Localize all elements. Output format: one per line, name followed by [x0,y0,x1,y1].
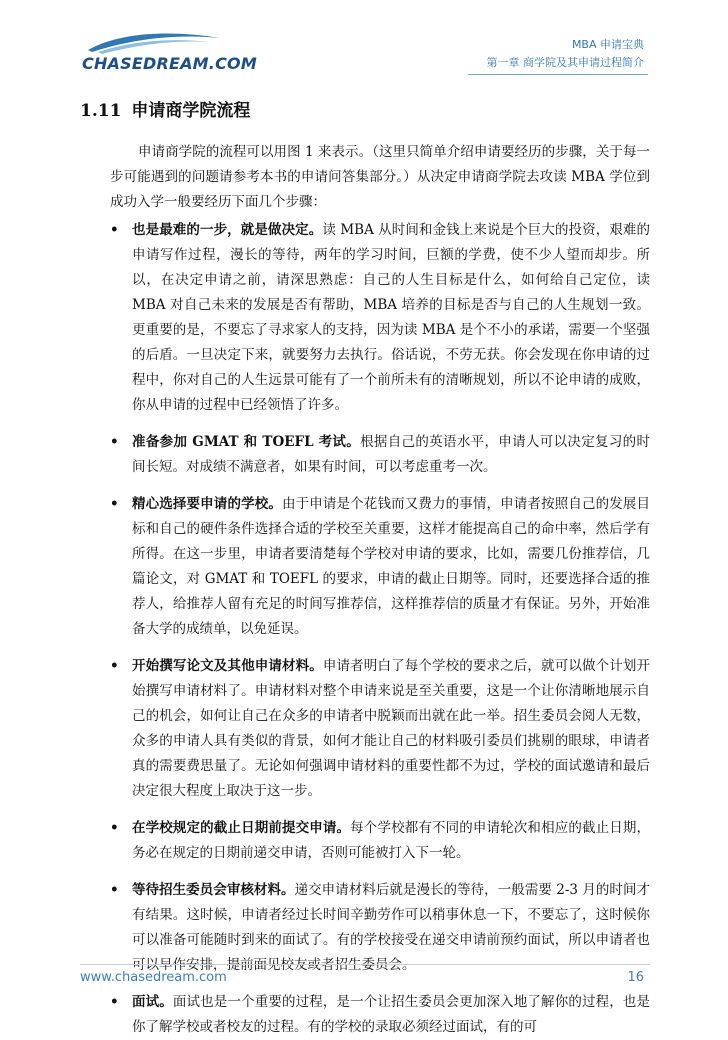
step-lead: 准备参加 GMAT 和 TOEFL 考试。 [132,434,361,450]
book-title: MBA 申请宝典 [571,38,644,51]
step-text: 申请者明白了每个学校的要求之后，就可以做个计划开始撰写申请材料了。申请材料对整个申请来说是至关重要，这是一个让你清晰地展示自己的机会，如何让自己在众多的申请者中脱颖而出就在此一举。招生委员会阅人无数，众多的申请人具有类似的背景，如何才能让自己的材料吸引委员们挑剔的眼球，申请者真的需要费思量了。无论如何强调申请材料的重要性都不为过，学校的面试邀请和最后决定很大程度上取决于这一步。 [132,658,651,799]
list-item [110,816,650,866]
footer-site-link[interactable]: www.chasedream.com [80,970,227,985]
step-lead: 面试。 [132,994,173,1010]
step-text: 读 MBA 从时间和金钱上来说是个巨大的投资，艰难的申请写作过程，漫长的等待，两年的学习时间，巨额的学费，使不少人望而却步。所以，在决定申请之前，请深思熟虑：自己的人生目标是什么，如何给自己定位，读 MBA 对自己未来的发展是否有帮助，MBA 培养的目标是否与自己的人生规划一致。更重要的是，不要忘了寻求家人的支持，因为读 MBA 是个不小的承诺，需要一个坚强的后盾。一旦决定下来，就要努力去执行。俗话说，不劳无获。你会发现在你申请的过程中，你对自己的人生远景可能有了一个前所未有的清晰规划，所以不论申请的成败，你从申请的过程中已经领悟了许多。 [132,222,651,413]
list-item [110,654,650,804]
list-item [110,430,650,480]
page-header [0,0,728,80]
step-lead: 开始撰写论文及其他申请材料。 [132,658,323,674]
bullet-icon: • [110,882,119,898]
section-number: 1.11 [80,101,122,121]
bullet-icon: • [110,434,119,450]
section-title-text: 申请商学院流程 [131,101,251,121]
step-lead: 在学校规定的截止日期前提交申请。 [132,820,351,836]
step-lead: 等待招生委员会审核材料。 [132,882,295,898]
header-divider [468,74,648,75]
section-heading [80,96,250,121]
header-titles [487,36,645,72]
list-item [110,492,650,642]
list-item [110,218,650,418]
step-lead: 精心选择要申请的学校。 [132,496,282,512]
intro-paragraph [110,140,650,215]
bullet-icon: • [110,496,119,512]
chapter-title: 第一章 商学院及其申请过程简介 [486,56,644,69]
logo-text: CHASEDREAM.COM [82,54,257,73]
bullet-icon: • [110,222,119,238]
steps-list [110,218,650,1040]
bullet-icon: • [110,820,119,836]
footer-divider [80,964,650,965]
intro-text: 申请商学院的流程可以用图 1 来表示。（这里只简单介绍申请要经历的步骤，关于每一步可能遇到的问题请参考本书的申请问答集部分。）从决定申请商学院去攻读 MBA 学位到成功入学一般要经历下面几个步骤： [110,144,650,210]
bullet-icon: • [110,658,119,674]
step-text: 面试也是一个重要的过程，是一个让招生委员会更加深入地了解你的过程，也是你了解学校或者校友的过程。有的学校的录取必须经过面试，有的可 [132,994,650,1035]
step-text: 由于申请是个花钱而又费力的事情，申请者按照自己的发展目标和自己的硬件条件选择合适的学校至关重要，这样才能提高自己的命中率，然后学有所得。在这一步里，申请者要清楚每个学校对申请的要求，比如，需要几份推荐信，几篇论文，对 GMAT 和 TOEFL 的要求，申请的截止日期等。同时，还要选择合适的推荐人，给推荐人留有充足的时间写推荐信，这样推荐信的质量才有保证。另外，开始准备大学的成绩单，以免延误。 [132,496,651,637]
step-text: 每个学校都有不同的申请轮次和相应的截止日期，务必在规定的日期前递交申请，否则可能被打入下一轮。 [132,820,651,861]
chasedream-logo [80,28,257,74]
list-item [110,878,650,978]
step-text: 递交申请材料后就是漫长的等待，一般需要 2-3 月的时间才有结果。这时候，申请者经过长时间辛勤劳作可以稍事休息一下，不要忘了，这时候你可以准备可能随时到来的面试了。有的学校接受在递交申请前预约面试，所以申请者也可以早作安排，提前面见校友或者招生委员会。 [132,882,650,973]
page-number: 16 [627,970,644,985]
list-item [110,990,650,1040]
step-lead: 也是最难的一步，就是做决定。 [132,222,323,238]
bullet-icon: • [110,994,119,1010]
step-text: 根据自己的英语水平，申请人可以决定复习的时间长短。对成绩不满意者，如果有时间，可以考虑重考一次。 [132,434,650,475]
